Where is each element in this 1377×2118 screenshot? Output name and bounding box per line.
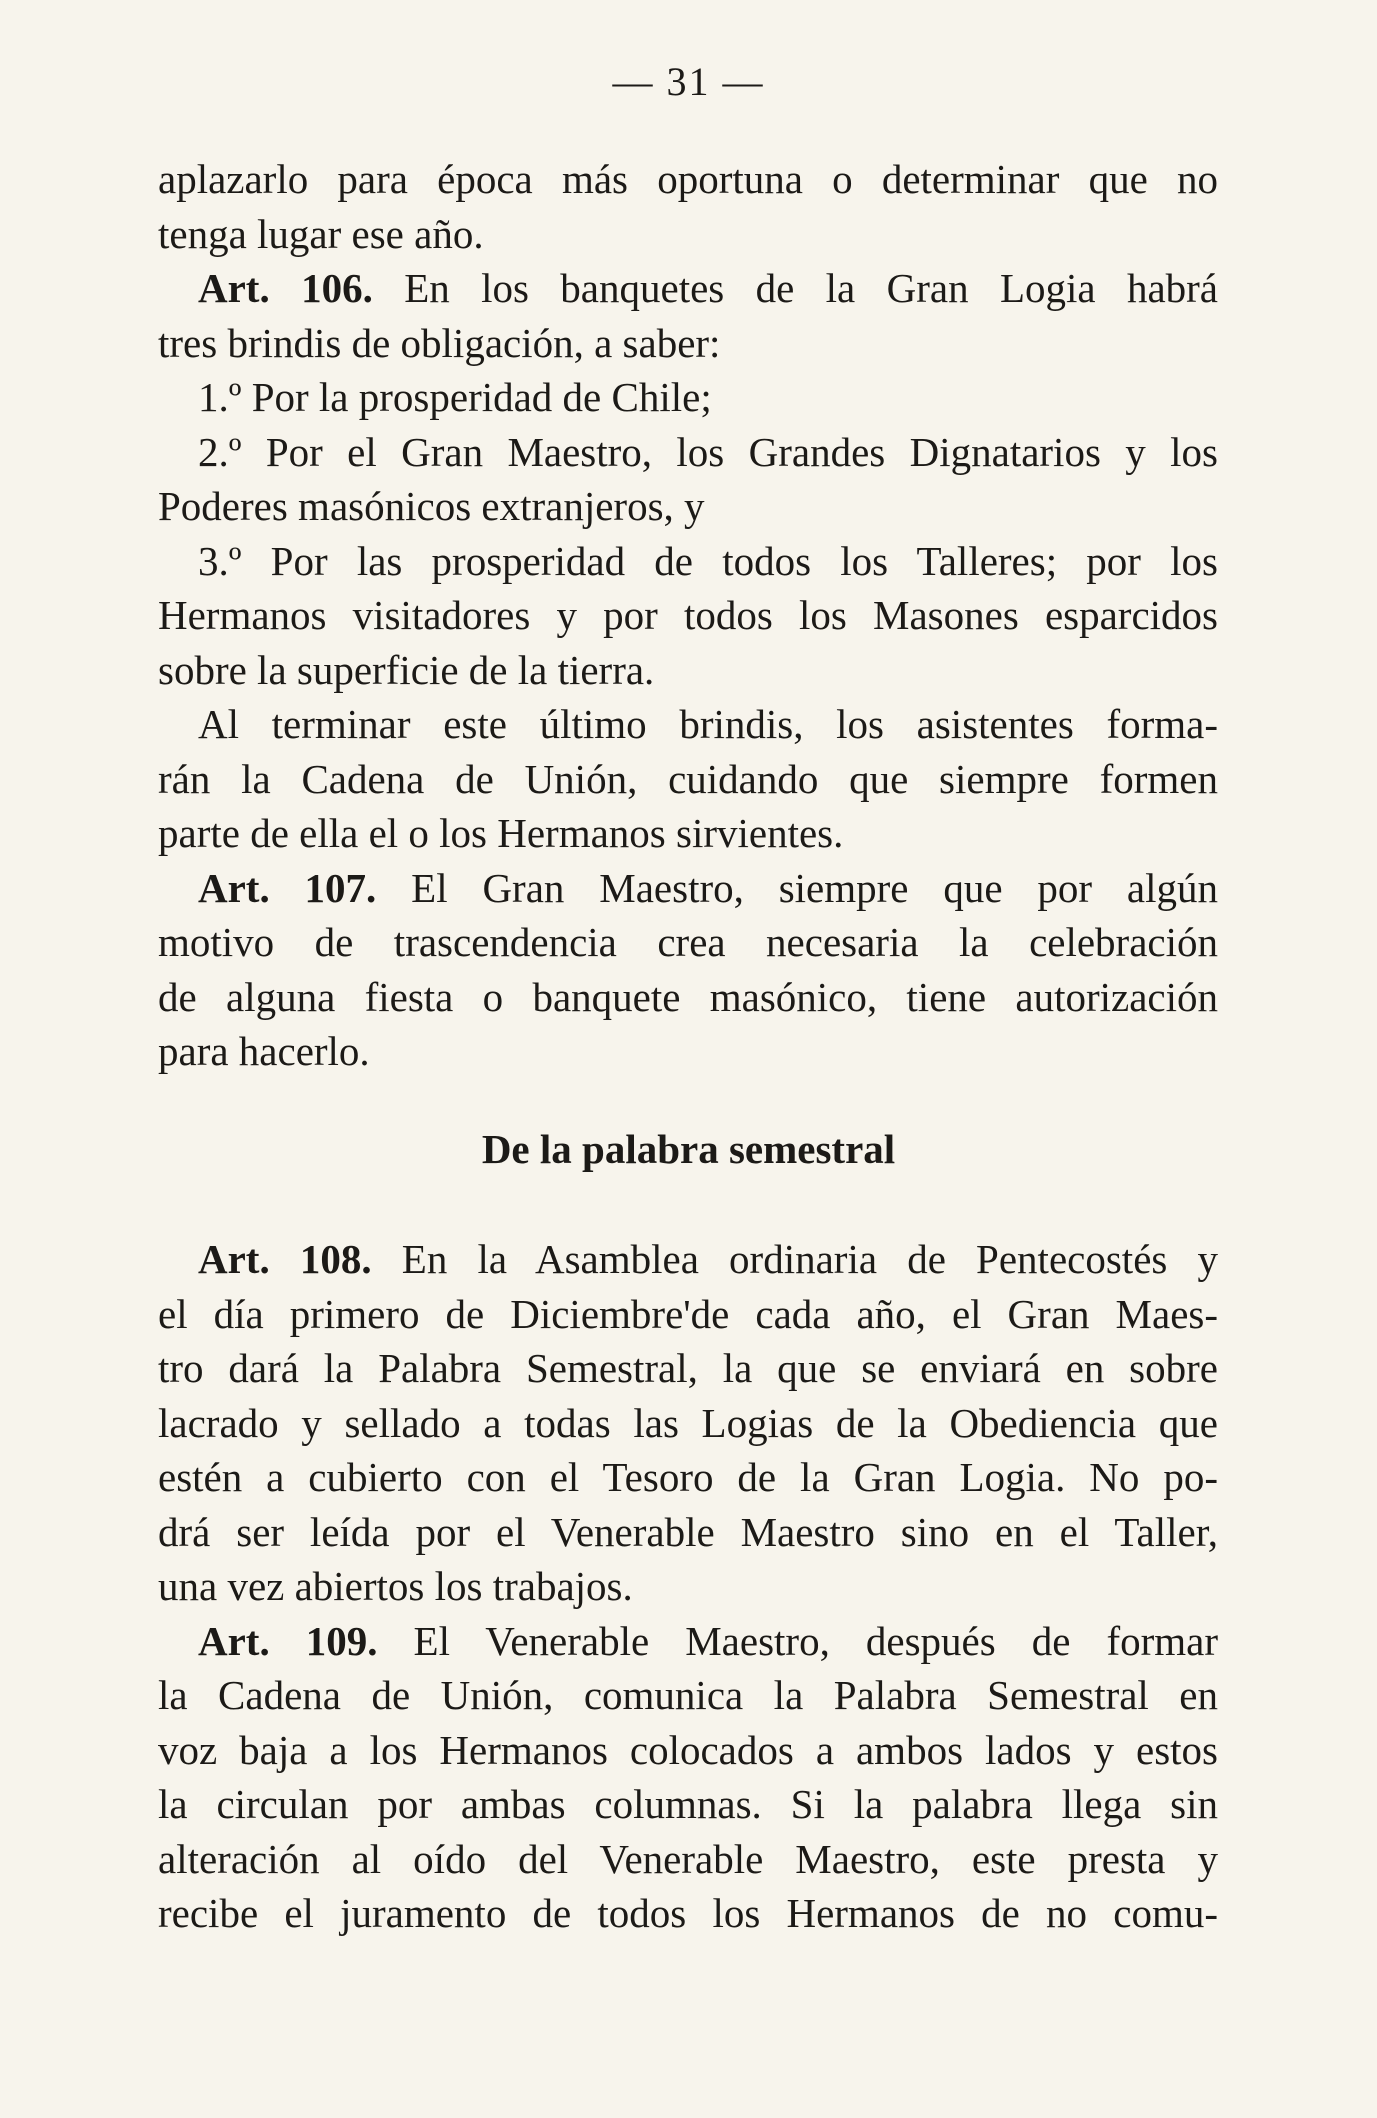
line-text: 1.º Por la prosperidad de Chile; — [198, 374, 712, 420]
line-text: lacrado y sellado a todas las Logias de la Obediencia que — [158, 1399, 1218, 1446]
line-text: Al terminar este último brindis, los asistentes forma- — [198, 701, 1218, 747]
line-text: tro dará la Palabra Semestral, la que se enviará en sobre — [158, 1345, 1218, 1391]
text-line — [158, 1341, 1218, 1396]
article-number: Art. 106. — [198, 265, 373, 311]
line-text: tres brindis de obligación, a saber: — [158, 319, 721, 366]
line-text: tenga lugar ese año. — [158, 210, 484, 257]
text-line — [158, 1559, 1218, 1614]
body-text-top — [158, 152, 1218, 1079]
line-text: El Venerable Maestro, después de formar — [377, 1617, 1219, 1664]
text-line — [158, 588, 1218, 643]
text-line — [158, 1232, 1218, 1287]
text-line — [158, 1024, 1218, 1079]
text-line — [158, 1287, 1218, 1342]
text-line — [158, 261, 1218, 316]
text-line — [158, 1668, 1218, 1723]
text-line — [158, 1450, 1218, 1505]
text-line — [158, 970, 1218, 1025]
line-text: Poderes masónicos extranjeros, y — [158, 483, 705, 529]
text-line — [158, 697, 1218, 752]
line-text: aplazarlo para época más oportuna o determinar que no — [158, 156, 1218, 202]
text-line — [158, 1886, 1218, 1941]
line-text: recibe el juramento de todos los Hermanos de no comu- — [158, 1890, 1218, 1936]
line-text: sobre la superficie de la tierra. — [158, 646, 655, 693]
text-line — [158, 752, 1218, 807]
line-text: una vez abiertos los trabajos. — [158, 1563, 633, 1609]
article-number: Art. 107. — [198, 864, 377, 911]
text-line — [158, 1777, 1218, 1832]
line-text: motivo de trascendencia crea necesaria la celebración — [158, 919, 1218, 965]
line-text: En los banquetes de la Gran Logia habrá — [372, 265, 1218, 311]
line-text: 2.º Por el Gran Maestro, los Grandes Dignatarios y los — [198, 428, 1218, 475]
text-line — [158, 1832, 1218, 1887]
text-line — [158, 861, 1218, 916]
article-number: Art. 108. — [198, 1236, 372, 1282]
text-line — [158, 479, 1218, 534]
line-text: drá ser leída por el Venerable Maestro sino en el Taller, — [158, 1508, 1218, 1555]
line-text: la Cadena de Unión, comunica la Palabra Semestral en — [158, 1672, 1218, 1718]
body-text-bottom — [158, 1232, 1218, 1941]
line-text: de alguna fiesta o banquete masónico, tiene autorización — [158, 973, 1218, 1020]
line-text: rán la Cadena de Unión, cuidando que siempre formen — [158, 755, 1218, 802]
text-line — [158, 207, 1218, 262]
section-heading: De la palabra semestral — [481, 1126, 896, 1172]
text-line — [158, 370, 1218, 425]
text-line — [158, 152, 1218, 207]
line-text: 3.º Por las prosperidad de todos los Talleres; por los — [198, 537, 1218, 584]
line-text: Hermanos visitadores y por todos los Masones esparcidos — [158, 592, 1218, 638]
line-text: En la Asamblea ordinaria de Pentecostés y — [371, 1236, 1218, 1282]
line-text: la circulan por ambas columnas. Si la palabra llega sin — [158, 1781, 1218, 1827]
text-line — [158, 316, 1218, 371]
text-line — [158, 425, 1218, 480]
line-text: el día primero de Diciembre'de cada año, el Gran Maes- — [158, 1290, 1218, 1337]
text-line — [158, 806, 1218, 861]
line-text: alteración al oído del Venerable Maestro, este presta y — [158, 1835, 1218, 1882]
page-number: — 31 — — [612, 59, 765, 104]
text-line — [158, 643, 1218, 698]
line-text: estén a cubierto con el Tesoro de la Gran Logia. No po- — [158, 1454, 1218, 1500]
text-line — [158, 1396, 1218, 1451]
article-number: Art. 109. — [198, 1617, 378, 1664]
text-line — [158, 1723, 1218, 1778]
text-line — [158, 915, 1218, 970]
text-line — [158, 1614, 1218, 1669]
line-text: parte de ella el o los Hermanos sirvientes. — [158, 810, 844, 856]
line-text: para hacerlo. — [158, 1028, 370, 1074]
text-line — [158, 534, 1218, 589]
line-text: El Gran Maestro, siempre que por algún — [376, 864, 1218, 911]
text-line — [158, 1505, 1218, 1560]
line-text: voz baja a los Hermanos colocados a ambos lados y estos — [158, 1726, 1218, 1773]
